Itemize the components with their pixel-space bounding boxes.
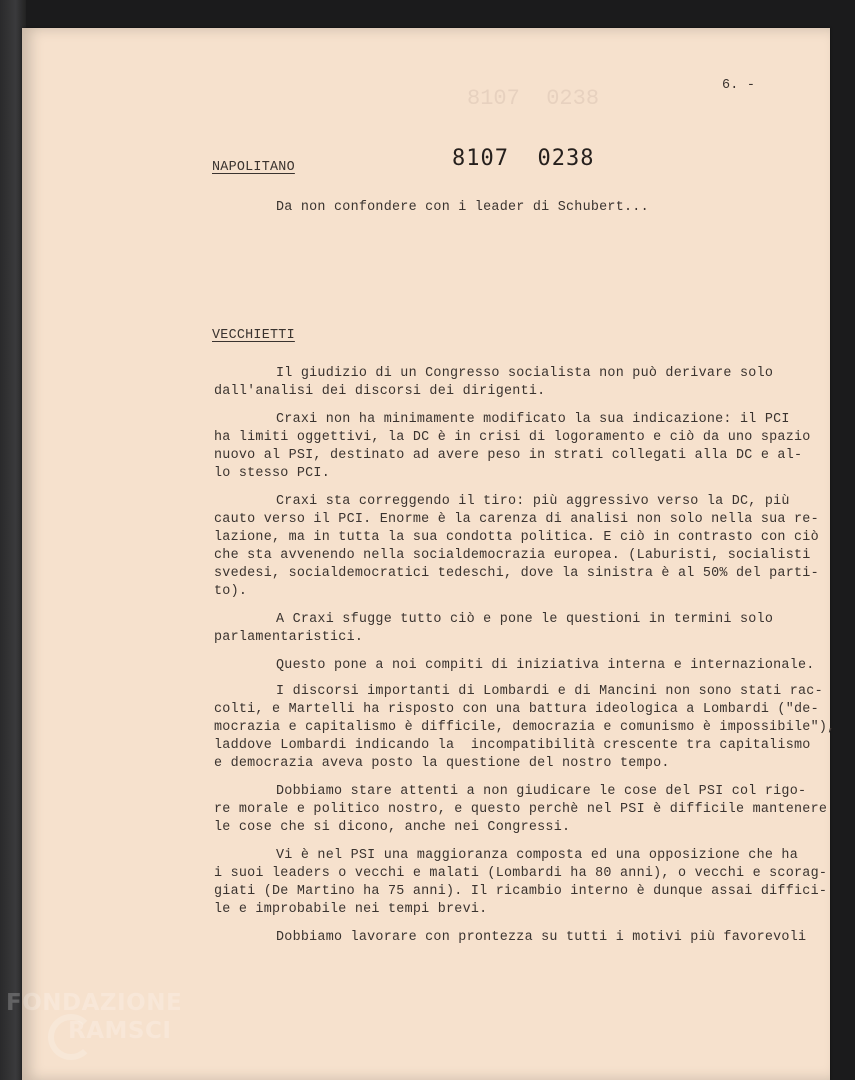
paragraph-line: I discorsi importanti di Lombardi e di Mancini non sono stati rac-	[276, 684, 823, 699]
paragraph-line: che sta avvenendo nella socialdemocrazia europea. (Laburisti, socialisti	[214, 548, 811, 563]
paragraph-line: ha limiti oggettivi, la DC è in crisi di logoramento e ciò da uno spazio	[214, 430, 811, 445]
paragraph-line: giati (De Martino ha 75 anni). Il ricambio interno è dunque assai diffici-	[214, 884, 828, 899]
paragraph-line: re morale e politico nostro, e questo perchè nel PSI è difficile mantenere	[214, 802, 828, 817]
paragraph-line: Questo pone a noi compiti di iniziativa interna e internazionale.	[276, 658, 815, 673]
paragraph-line: i suoi leaders o vecchi e malati (Lombardi ha 80 anni), o vecchi e scorag-	[214, 866, 828, 881]
watermark-line-1: FONDAZIONE	[6, 990, 183, 1016]
paragraph-line: laddove Lombardi indicando la incompatibilità crescente tra capitalismo	[214, 738, 811, 753]
paragraph-line: Dobbiamo lavorare con prontezza su tutti i motivi più favorevoli	[276, 930, 807, 945]
paragraph-line: to).	[214, 584, 248, 599]
section-heading-napolitano: NAPOLITANO	[212, 160, 295, 175]
paragraph-line: le cose che si dicono, anche nei Congressi.	[214, 820, 571, 835]
fondazione-gramsci-watermark	[6, 990, 206, 1060]
paragraph-line: colti, e Martelli ha risposto con una battura ideologica a Lombardi ("de-	[214, 702, 819, 717]
bleed-through-stamp: 8107 0238	[467, 86, 600, 111]
section-heading-vecchietti: VECCHIETTI	[212, 328, 295, 343]
watermark-line-2: RAMSCI	[68, 1018, 172, 1044]
paragraph-line: nuovo al PSI, destinato ad avere peso in strati collegati alla DC e al-	[214, 448, 803, 463]
paragraph-line: Craxi sta correggendo il tiro: più aggressivo verso la DC, più	[276, 494, 790, 509]
paragraph-line: Craxi non ha minimamente modificato la sua indicazione: il PCI	[276, 412, 790, 427]
paragraph-line: lazione, ma in tutta la sua condotta politica. E ciò in contrasto con ciò	[214, 530, 819, 545]
document-page	[22, 28, 836, 1080]
paragraph-line: Vi è nel PSI una maggioranza composta ed una opposizione che ha	[276, 848, 798, 863]
paragraph-line: Da non confondere con i leader di Schubert...	[276, 200, 649, 215]
paragraph-line: parlamentaristici.	[214, 630, 364, 645]
paragraph-line: Dobbiamo stare attenti a non giudicare le cose del PSI col rigo-	[276, 784, 807, 799]
paragraph-line: dall'analisi dei discorsi dei dirigenti.	[214, 384, 546, 399]
page-number: 6. -	[722, 78, 756, 93]
paragraph-line: lo stesso PCI.	[214, 466, 330, 481]
archive-stamp: 8107 0238	[452, 146, 595, 171]
paragraph-line: Il giudizio di un Congresso socialista non può derivare solo	[276, 366, 774, 381]
paragraph-line: A Craxi sfugge tutto ciò e pone le questioni in termini solo	[276, 612, 774, 627]
paragraph-line: svedesi, socialdemocratici tedeschi, dove la sinistra è al 50% del parti-	[214, 566, 819, 581]
paragraph-line: e democrazia aveva posto la questione del nostro tempo.	[214, 756, 670, 771]
paragraph-line: cauto verso il PCI. Enorme è la carenza di analisi non solo nella sua re-	[214, 512, 819, 527]
paragraph-line: le e improbabile nei tempi brevi.	[214, 902, 488, 917]
paragraph-line: mocrazia e capitalismo è difficile, democrazia e comunismo è impossibile"),	[214, 720, 836, 735]
